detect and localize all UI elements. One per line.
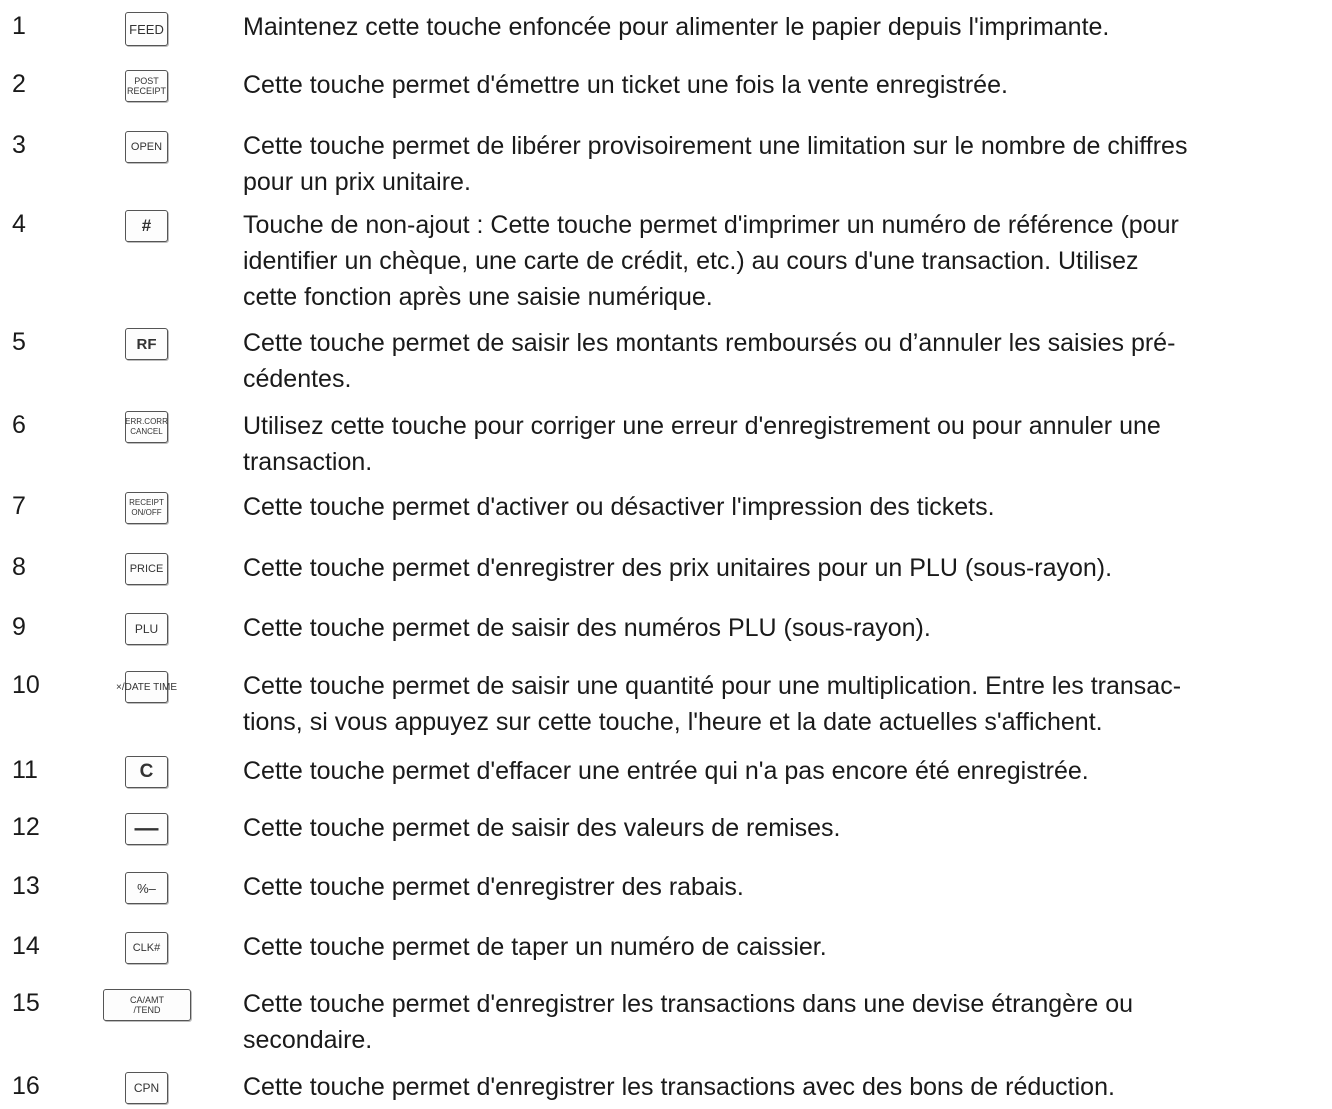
key-label: ERR.CORR [125, 417, 168, 426]
description-line: Cette touche permet de saisir une quantité pour une multiplication. Entre les transac- [243, 672, 1182, 700]
feed-key-icon [125, 12, 168, 46]
clerk-key-icon [125, 932, 168, 964]
item-description [243, 550, 1332, 586]
item-number: 10 [12, 671, 40, 699]
item-description [243, 1069, 1332, 1105]
item-number: 7 [12, 492, 26, 520]
description-line: secondaire. [243, 1026, 373, 1054]
item-description [243, 929, 1332, 965]
description-line: Maintenez cette touche enfoncée pour alimenter le papier depuis l'imprimante. [243, 13, 1110, 41]
description-line: Cette touche permet de saisir des numéros PLU (sous-rayon). [243, 614, 931, 642]
item-number: 8 [12, 553, 26, 581]
key-label: CPN [133, 1081, 160, 1095]
key-label: POST [134, 76, 159, 86]
key-label: CANCEL [130, 427, 163, 436]
key-label: RF [136, 335, 157, 353]
description-line: Cette touche permet de taper un numéro de caissier. [243, 933, 827, 961]
item-number: 12 [12, 813, 40, 841]
item-number: 5 [12, 328, 26, 356]
key-label: RECEIPT [129, 498, 164, 507]
item-number: 1 [12, 12, 26, 40]
item-number: 16 [12, 1072, 40, 1100]
description-line: Touche de non-ajout : Cette touche permet d'imprimer un numéro de référence (pour [243, 211, 1179, 239]
description-line: pour un prix unitaire. [243, 168, 471, 196]
description-line: Cette touche permet d'enregistrer les transactions avec des bons de réduction. [243, 1073, 1115, 1101]
description-line: Cette touche permet d'activer ou désactiver l'impression des tickets. [243, 493, 995, 521]
refund-key-icon [125, 328, 168, 360]
coupon-key-icon [125, 1072, 168, 1104]
description-line: transaction. [243, 448, 373, 476]
item-description [243, 810, 1332, 846]
item-description [243, 408, 1332, 480]
item-description [243, 325, 1332, 397]
key-label: %– [137, 880, 156, 896]
item-description [243, 9, 1332, 45]
description-line: identifier un chèque, une carte de crédit, etc.) au cours d'une transaction. Utilisez [243, 247, 1139, 275]
item-description [243, 67, 1332, 103]
key-label: /TEND [133, 1005, 161, 1015]
item-description [243, 489, 1332, 525]
multiply-date-time-key-icon [115, 671, 178, 703]
post-receipt-key-icon [125, 70, 168, 102]
key-label: C [139, 761, 154, 782]
key-label: — [134, 815, 159, 842]
key-label: ON/OFF [131, 508, 162, 517]
key-label: CLK# [132, 942, 161, 954]
non-add-key-icon [125, 210, 168, 242]
description-line: Cette touche permet d'effacer une entrée qui n'a pas encore été enregistrée. [243, 757, 1089, 785]
error-correct-cancel-key-icon [125, 411, 168, 443]
item-number: 6 [12, 411, 26, 439]
description-line: Utilisez cette touche pour corriger une erreur d'enregistrement ou pour annuler une [243, 412, 1161, 440]
item-description [243, 128, 1332, 200]
key-label: RECEIPT [126, 86, 166, 96]
description-line: Cette touche permet de libérer provisoirement une limitation sur le nombre de chiffres [243, 132, 1188, 160]
price-key-icon [125, 553, 168, 585]
item-description [243, 986, 1332, 1058]
item-number: 13 [12, 872, 40, 900]
description-line: Cette touche permet de saisir les montants remboursés ou d’annuler les saisies pré- [243, 329, 1176, 357]
plu-key-icon [125, 613, 168, 645]
description-line: Cette touche permet d'enregistrer des prix unitaires pour un PLU (sous-rayon). [243, 554, 1113, 582]
key-label: OPEN [130, 141, 163, 153]
item-number: 3 [12, 131, 26, 159]
clear-key-icon [125, 756, 168, 788]
item-number: 2 [12, 70, 26, 98]
key-label: PRICE [129, 563, 164, 575]
key-label: CA/AMT [129, 995, 164, 1005]
description-line: Cette touche permet de saisir des valeurs de remises. [243, 814, 841, 842]
key-label: ×/DATE TIME [115, 681, 178, 693]
description-line: Cette touche permet d'émettre un ticket une fois la vente enregistrée. [243, 71, 1008, 99]
item-number: 15 [12, 989, 40, 1017]
item-description [243, 753, 1332, 789]
description-line: Cette touche permet d'enregistrer des rabais. [243, 873, 744, 901]
description-line: Cette touche permet d'enregistrer les transactions dans une devise étrangère ou [243, 990, 1134, 1018]
item-number: 14 [12, 932, 40, 960]
item-description [243, 668, 1332, 740]
receipt-on-off-key-icon [125, 492, 168, 524]
description-line: cédentes. [243, 365, 352, 393]
cash-amount-tender-key-icon [103, 989, 191, 1021]
item-number: 11 [12, 756, 38, 784]
open-key-icon [125, 131, 168, 163]
item-description [243, 869, 1332, 905]
item-number: 9 [12, 613, 26, 641]
minus-key-icon [125, 813, 168, 845]
percent-minus-key-icon [125, 872, 168, 904]
item-number: 4 [12, 210, 26, 238]
item-description [243, 610, 1332, 646]
item-description [243, 207, 1332, 315]
key-label: FEED [129, 21, 164, 37]
key-label: PLU [134, 622, 159, 636]
description-line: cette fonction après une saisie numérique. [243, 283, 713, 311]
description-line: tions, si vous appuyez sur cette touche, l'heure et la date actuelles s'affichent. [243, 708, 1103, 736]
key-label: # [141, 216, 152, 235]
